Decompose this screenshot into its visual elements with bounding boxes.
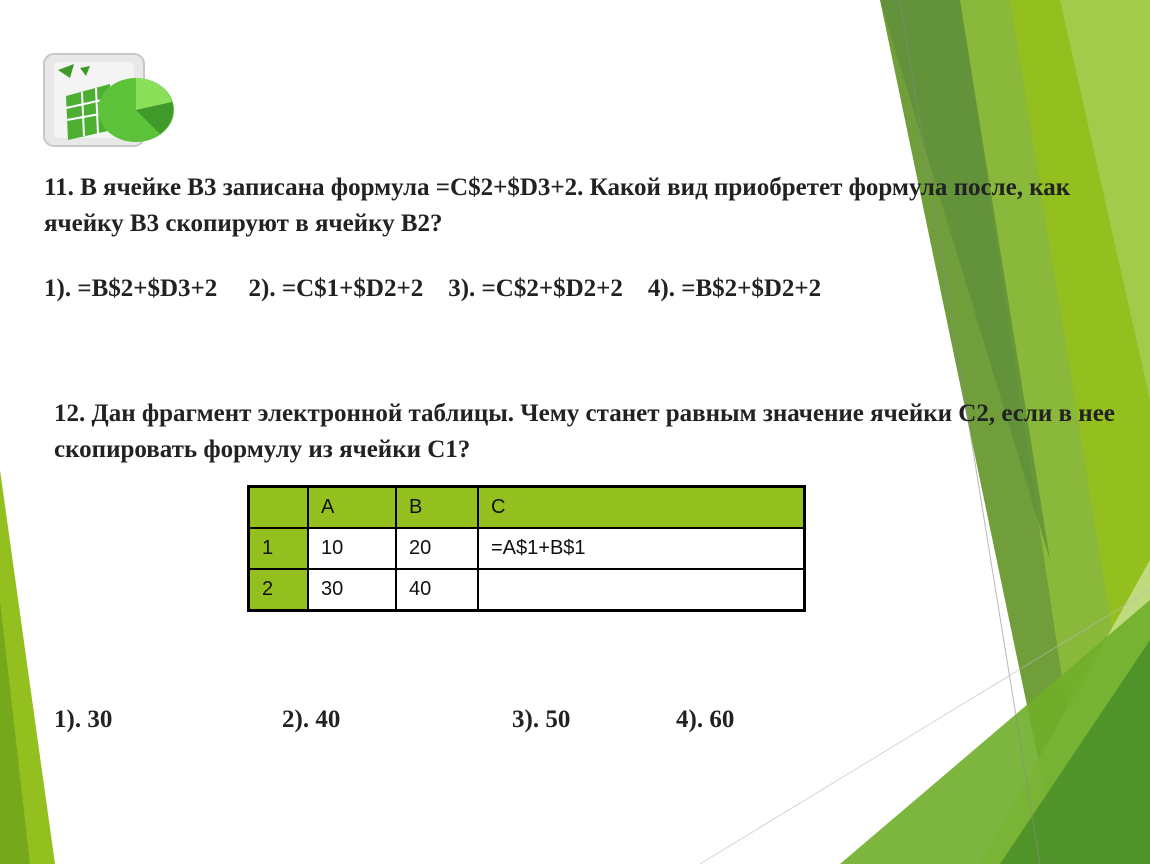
question-12-answer-3: 3). 50 [512,706,571,733]
header-cell-a: A [308,487,396,529]
table-row [249,528,805,569]
table-cell: 20 [396,528,478,569]
table-row [249,569,805,611]
header-cell-c: C [478,487,805,529]
question-12-answer-1: 1). 30 [54,706,113,733]
question-12-answer-2: 2). 40 [282,706,341,733]
table-header-row [249,487,805,529]
table-cell: 40 [396,569,478,611]
question-11-text: 11. В ячейке B3 записана формула =C$2+$D3+2. Какой вид приобретет формула после, как ячейку B3 скопируют в ячейку B2? [44,174,1071,237]
question-12-text: 12. Дан фрагмент электронной таблицы. Чему станет равным значение ячейки С2, если в нее скопировать формулу из ячейки С1? [54,400,1115,463]
header-cell-b: B [396,487,478,529]
question-11-answers: 1). =B$2+$D3+2 2). =C$1+$D2+2 3). =C$2+$D2+2 4). =B$2+$D2+2 [44,275,822,302]
spreadsheet-app-icon [40,50,180,150]
table-cell: =A$1+B$1 [478,528,805,569]
row-header-cell: 2 [249,569,309,611]
question-12-answer-4: 4). 60 [676,706,735,733]
table-cell: 30 [308,569,396,611]
header-cell [249,487,309,529]
table-cell: 10 [308,528,396,569]
spreadsheet-fragment-table [247,485,806,612]
table-cell [478,569,805,611]
row-header-cell: 1 [249,528,309,569]
